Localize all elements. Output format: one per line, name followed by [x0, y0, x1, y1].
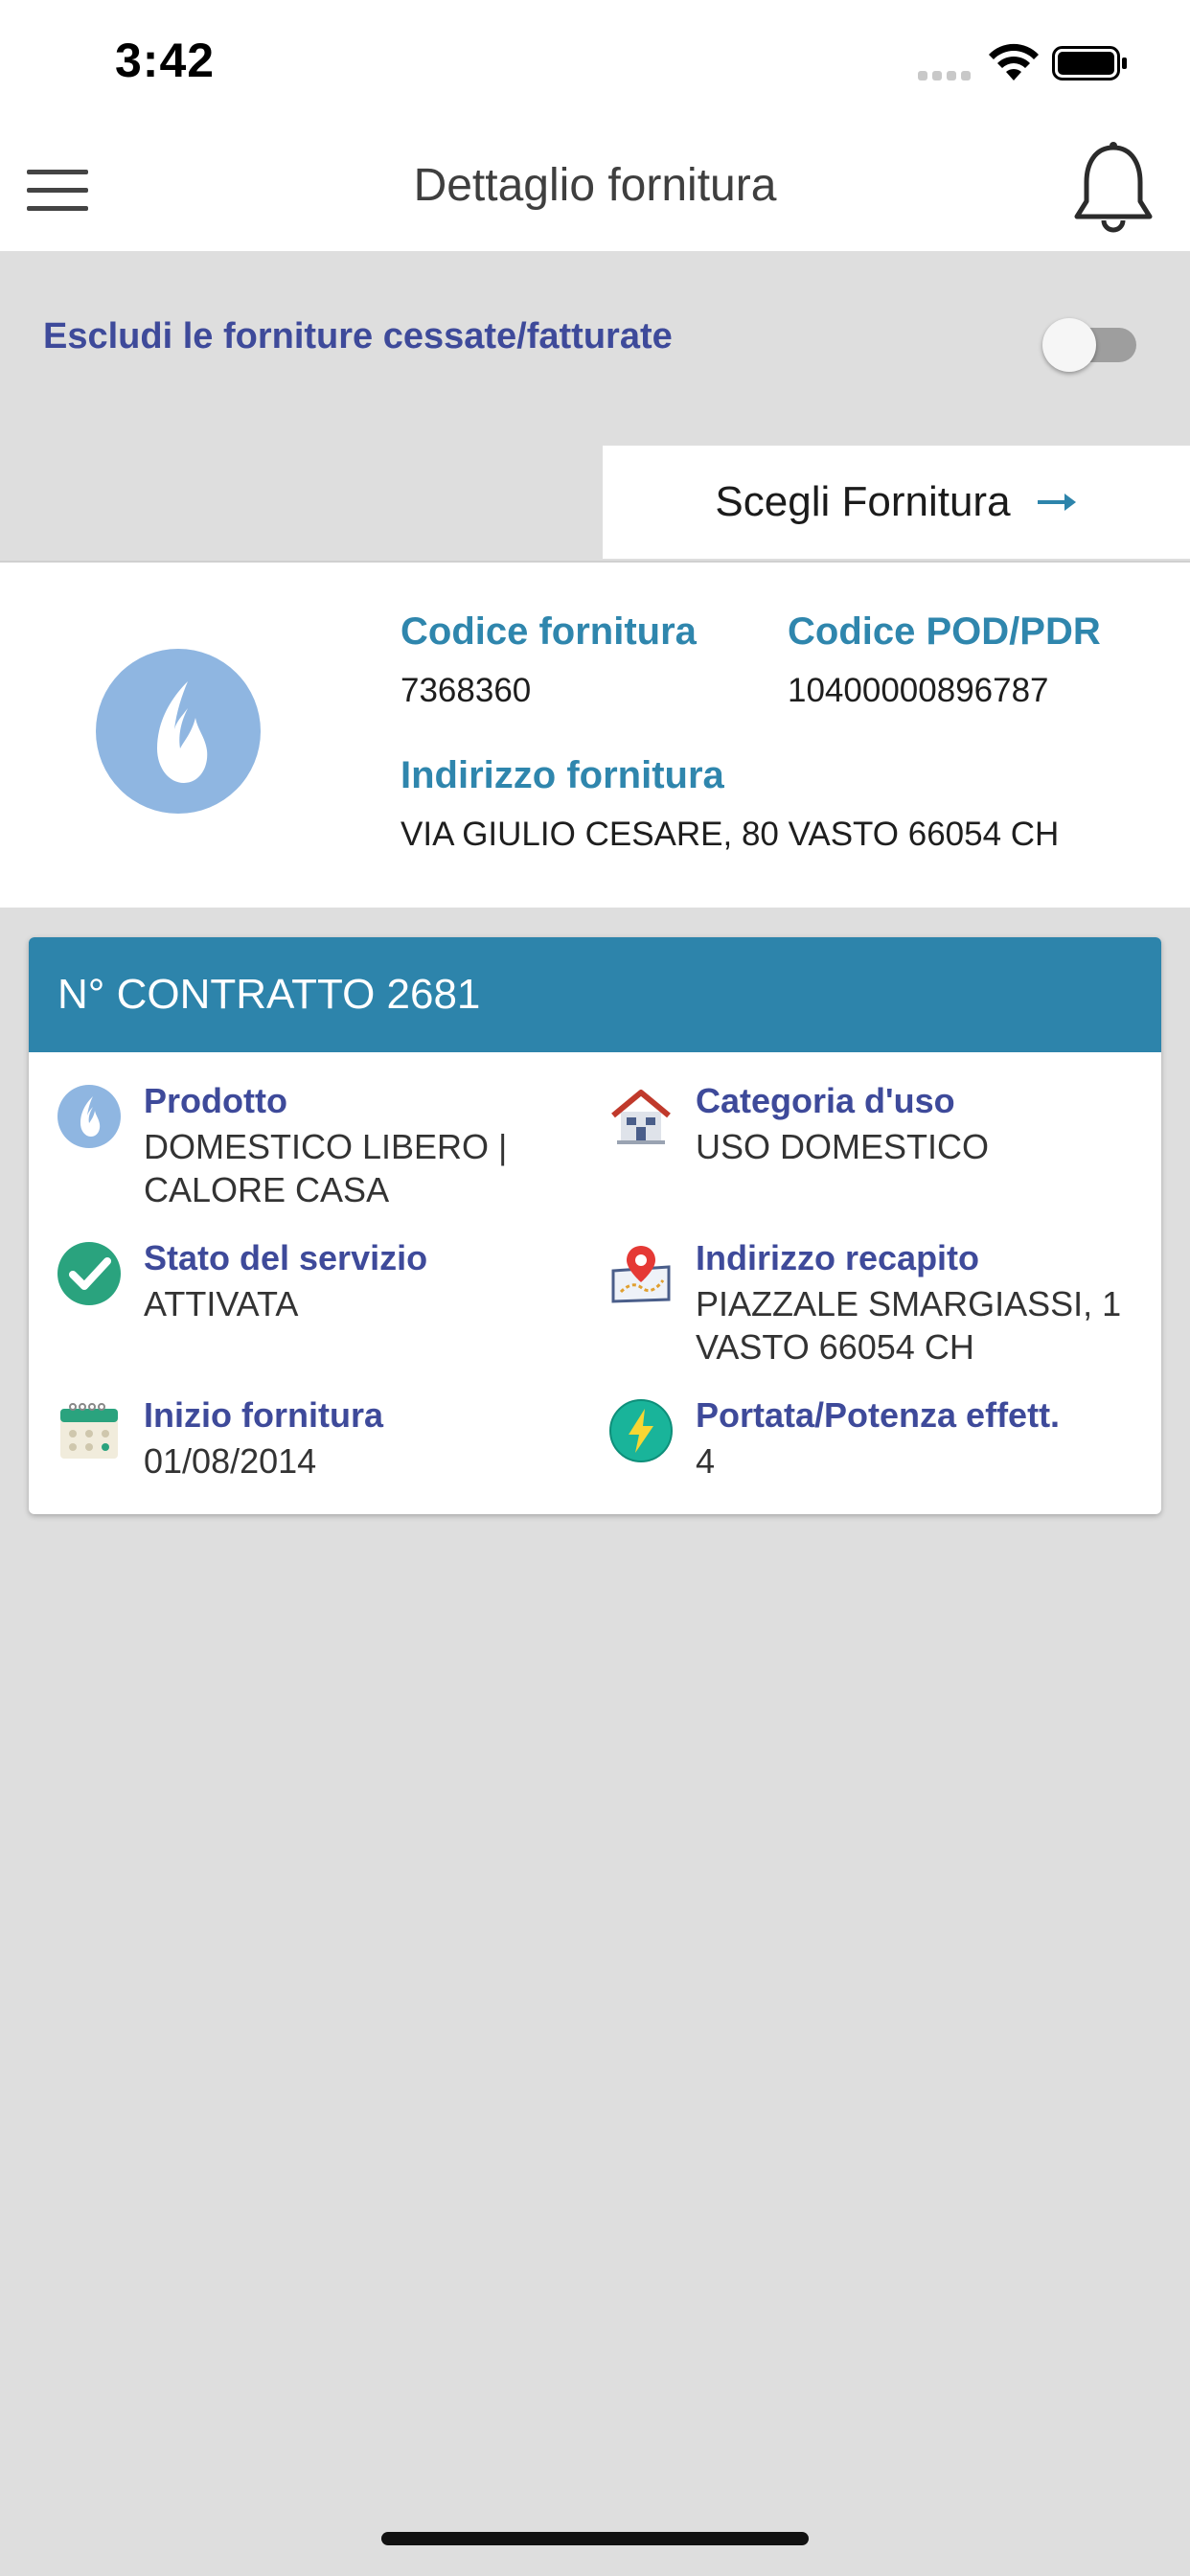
map-pin-icon [609, 1242, 673, 1305]
detail-label: Indirizzo recapito [696, 1238, 980, 1277]
filter-label: Escludi le forniture cessate/fatturate [43, 316, 673, 356]
status-time: 3:42 [115, 34, 216, 87]
lightning-icon [609, 1399, 673, 1462]
exclude-ceased-toggle[interactable] [1042, 318, 1144, 366]
flame-icon [96, 649, 261, 814]
supply-address-label: Indirizzo fornitura [400, 754, 724, 796]
supply-info-panel [0, 561, 1190, 908]
battery-icon [1052, 46, 1129, 80]
filter-row [0, 251, 1190, 443]
calendar-icon [57, 1399, 121, 1462]
toggle-knob [1042, 318, 1096, 372]
supply-code-value: 7368360 [400, 672, 532, 709]
contract-header [29, 937, 1161, 1052]
choose-supply-button[interactable] [603, 446, 1190, 559]
supply-address-value: VIA GIULIO CESARE, 80 VASTO 66054 CH [400, 816, 1060, 853]
check-icon [57, 1242, 121, 1305]
detail-label: Categoria d'uso [696, 1081, 955, 1120]
choose-supply-label: Scegli Fornitura [715, 478, 1011, 525]
detail-value: 4 [696, 1441, 716, 1481]
flame-icon [57, 1085, 121, 1148]
detail-value: USO DOMESTICO [696, 1127, 990, 1166]
status-bar [0, 0, 1190, 125]
detail-value: PIAZZALE SMARGIASSI, 1 VASTO 66054 CH [696, 1284, 1122, 1367]
pod-pdr-label: Codice POD/PDR [788, 610, 1101, 653]
contract-title: N° CONTRATTO 2681 [57, 971, 481, 1018]
detail-value: 01/08/2014 [144, 1441, 317, 1481]
home-indicator[interactable] [381, 2532, 809, 2545]
detail-label: Prodotto [144, 1081, 287, 1120]
app-header [0, 125, 1190, 251]
detail-label: Inizio fornitura [144, 1395, 383, 1435]
signal-icon [918, 71, 973, 80]
detail-label: Portata/Potenza effett. [696, 1395, 1061, 1435]
detail-value: ATTIVATA [144, 1284, 299, 1323]
page-title: Dettaglio fornitura [413, 160, 777, 211]
contract-card [29, 937, 1161, 1514]
detail-value: DOMESTICO LIBERO | CALORE CASA [144, 1127, 508, 1209]
bell-icon[interactable] [1065, 138, 1161, 240]
arrow-right-icon [1036, 491, 1078, 514]
detail-label: Stato del servizio [144, 1238, 428, 1277]
house-icon [609, 1085, 673, 1148]
wifi-icon [985, 42, 1042, 84]
supply-code-label: Codice fornitura [400, 610, 697, 653]
pod-pdr-value: 10400000896787 [788, 672, 1049, 709]
